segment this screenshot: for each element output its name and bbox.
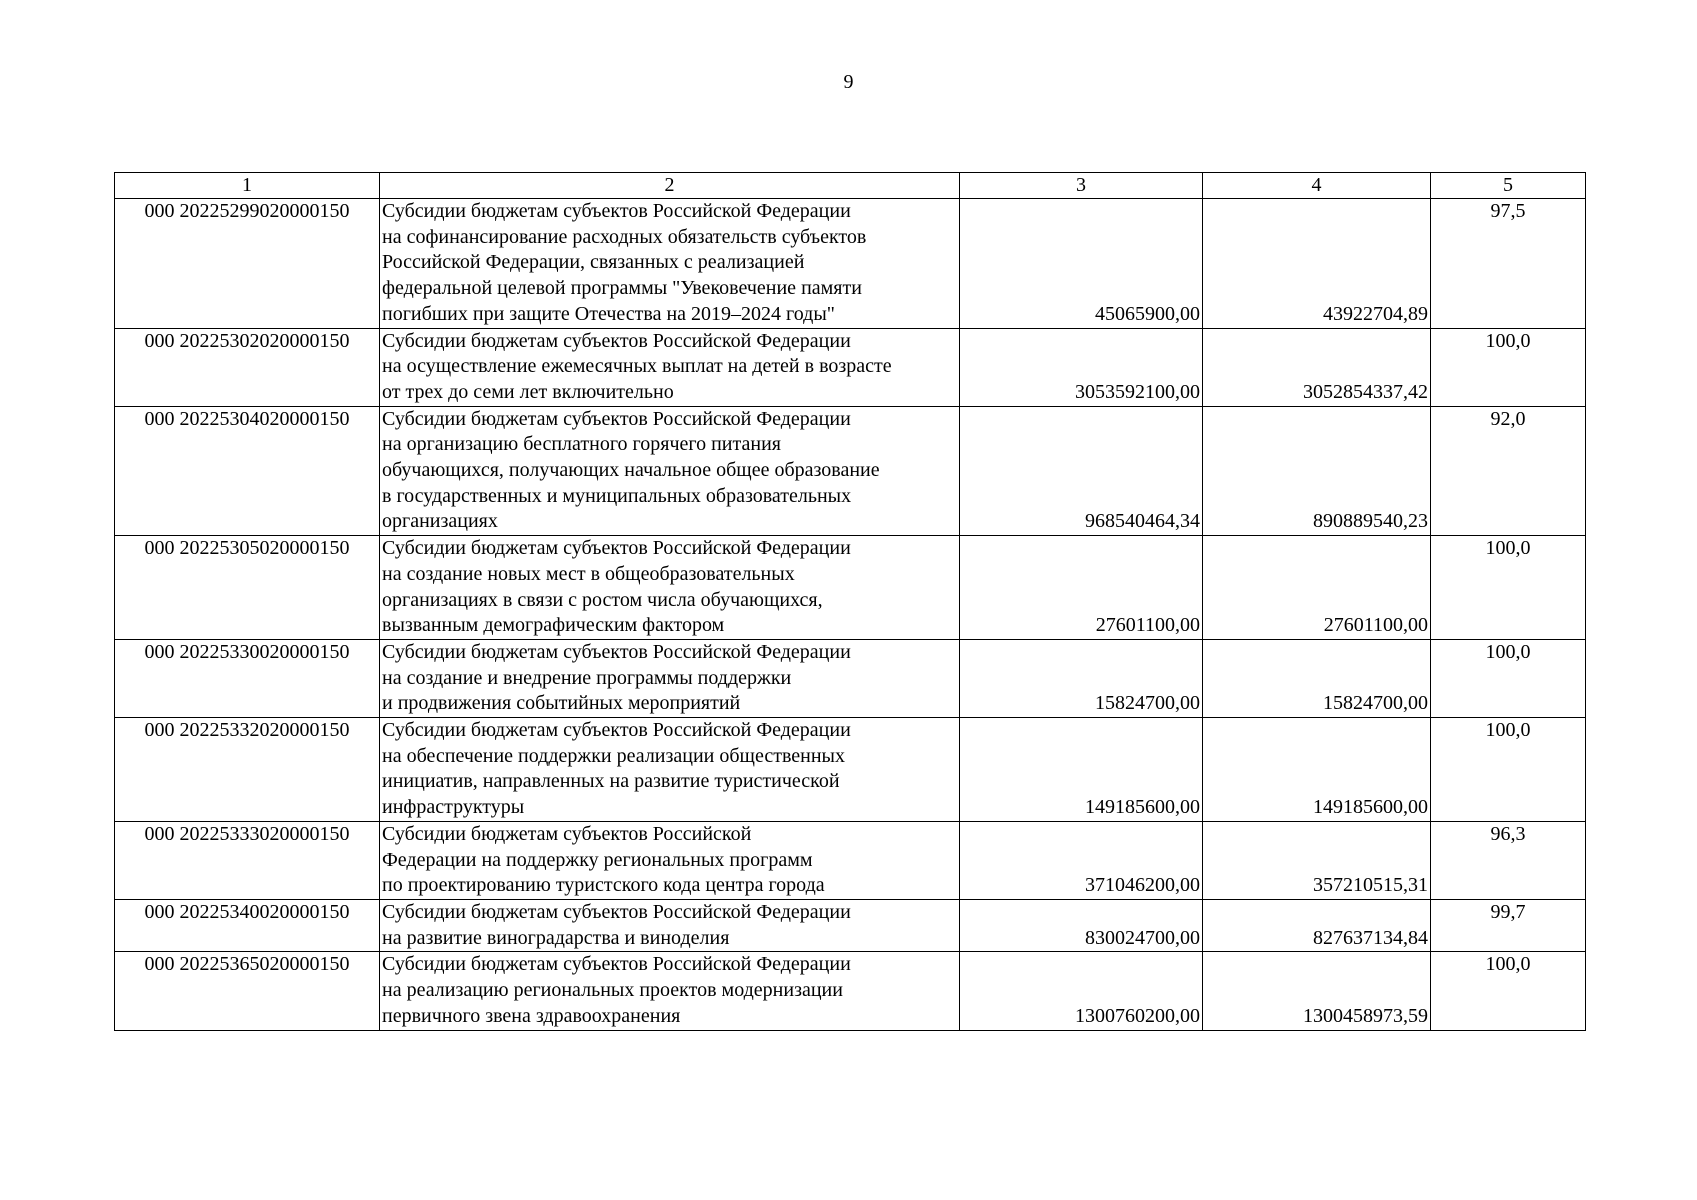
executed-amount-cell: 1300458973,59 [1203,952,1431,1030]
description-line: на создание новых мест в общеобразовательных [382,562,795,585]
description-line: Федерации на поддержку региональных программ [382,848,813,871]
planned-amount-cell: 27601100,00 [960,536,1203,640]
budget-code-cell: 000 20225340020000150 [115,899,380,951]
page-number: 9 [843,71,854,93]
header-col-3: 3 [960,173,1203,199]
planned-amount-cell: 968540464,34 [960,406,1203,536]
budget-table [114,172,1586,1031]
execution-percent-cell: 96,3 [1431,821,1586,899]
table-header [115,173,1586,199]
executed-amount-cell: 27601100,00 [1203,536,1431,640]
budget-code-cell: 000 20225299020000150 [115,199,380,329]
executed-amount-cell: 149185600,00 [1203,718,1431,822]
description-line: Субсидии бюджетам субъектов Российской Федерации [382,329,851,352]
table-row [115,328,1586,406]
description-line: и продвижения событийных мероприятий [382,692,741,715]
planned-amount-cell: 1300760200,00 [960,952,1203,1030]
description-cell [380,199,960,329]
description-line: на обеспечение поддержки реализации общественных [382,744,845,767]
description-line: Российской Федерации, связанных с реализацией [382,251,805,274]
description-line: Субсидии бюджетам субъектов Российской Федерации [382,953,851,976]
description-line: на развитие виноградарства и виноделия [382,926,730,949]
description-line: Субсидии бюджетам субъектов Российской Федерации [382,407,851,430]
budget-code-cell: 000 20225305020000150 [115,536,380,640]
planned-amount-cell: 45065900,00 [960,199,1203,329]
description-cell [380,639,960,717]
budget-code-cell: 000 20225330020000150 [115,639,380,717]
header-col-4: 4 [1203,173,1431,199]
executed-amount-cell: 3052854337,42 [1203,328,1431,406]
planned-amount-cell: 3053592100,00 [960,328,1203,406]
description-line: на создание и внедрение программы поддержки [382,666,792,689]
description-line: Субсидии бюджетам субъектов Российской [382,822,752,845]
table-row [115,718,1586,822]
description-line: инфраструктуры [382,796,525,819]
description-line: погибших при защите Отечества на 2019–2024 годы" [382,302,835,325]
description-line: Субсидии бюджетам субъектов Российской Федерации [382,640,851,663]
description-line: на организацию бесплатного горячего питания [382,433,781,456]
planned-amount-cell: 149185600,00 [960,718,1203,822]
description-line: Субсидии бюджетам субъектов Российской Федерации [382,537,851,560]
table-row [115,952,1586,1030]
table-row [115,199,1586,329]
description-line: организациях в связи с ростом числа обучающихся, [382,588,823,611]
description-cell [380,536,960,640]
budget-code-cell: 000 20225332020000150 [115,718,380,822]
description-line: на софинансирование расходных обязательств субъектов [382,225,867,248]
table-body [115,199,1586,1031]
budget-code-cell: 000 20225304020000150 [115,406,380,536]
description-cell [380,406,960,536]
table-row [115,899,1586,951]
executed-amount-cell: 43922704,89 [1203,199,1431,329]
table-row [115,821,1586,899]
planned-amount-cell: 371046200,00 [960,821,1203,899]
description-line: в государственных и муниципальных образовательных [382,484,852,507]
budget-code-cell: 000 20225365020000150 [115,952,380,1030]
header-col-5: 5 [1431,173,1586,199]
planned-amount-cell: 830024700,00 [960,899,1203,951]
execution-percent-cell: 97,5 [1431,199,1586,329]
description-line: организациях [382,510,498,533]
executed-amount-cell: 15824700,00 [1203,639,1431,717]
description-line: обучающихся, получающих начальное общее образование [382,459,880,482]
description-line: Субсидии бюджетам субъектов Российской Федерации [382,900,851,923]
description-cell [380,328,960,406]
executed-amount-cell: 890889540,23 [1203,406,1431,536]
execution-percent-cell: 100,0 [1431,328,1586,406]
description-line: на реализацию региональных проектов модернизации [382,979,843,1002]
description-cell [380,821,960,899]
budget-code-cell: 000 20225333020000150 [115,821,380,899]
description-line: Субсидии бюджетам субъектов Российской Федерации [382,719,851,742]
table-row [115,406,1586,536]
description-line: Субсидии бюджетам субъектов Российской Федерации [382,200,851,222]
description-line: вызванным демографическим фактором [382,614,725,637]
description-cell [380,718,960,822]
description-cell [380,899,960,951]
header-row [115,173,1586,199]
description-line: по проектированию туристского кода центра города [382,874,825,897]
execution-percent-cell: 99,7 [1431,899,1586,951]
execution-percent-cell: 100,0 [1431,718,1586,822]
header-col-2: 2 [380,173,960,199]
planned-amount-cell: 15824700,00 [960,639,1203,717]
executed-amount-cell: 357210515,31 [1203,821,1431,899]
description-line: федеральной целевой программы "Увековечение памяти [382,277,862,300]
table-row [115,639,1586,717]
execution-percent-cell: 100,0 [1431,536,1586,640]
execution-percent-cell: 100,0 [1431,952,1586,1030]
header-col-1: 1 [115,173,380,199]
description-cell [380,952,960,1030]
description-line: инициатив, направленных на развитие туристической [382,770,840,793]
description-line: от трех до семи лет включительно [382,380,674,403]
executed-amount-cell: 827637134,84 [1203,899,1431,951]
execution-percent-cell: 92,0 [1431,406,1586,536]
table-row [115,536,1586,640]
description-line: первичного звена здравоохранения [382,1004,681,1027]
execution-percent-cell: 100,0 [1431,639,1586,717]
description-line: на осуществление ежемесячных выплат на детей в возрасте [382,355,892,378]
budget-code-cell: 000 20225302020000150 [115,328,380,406]
